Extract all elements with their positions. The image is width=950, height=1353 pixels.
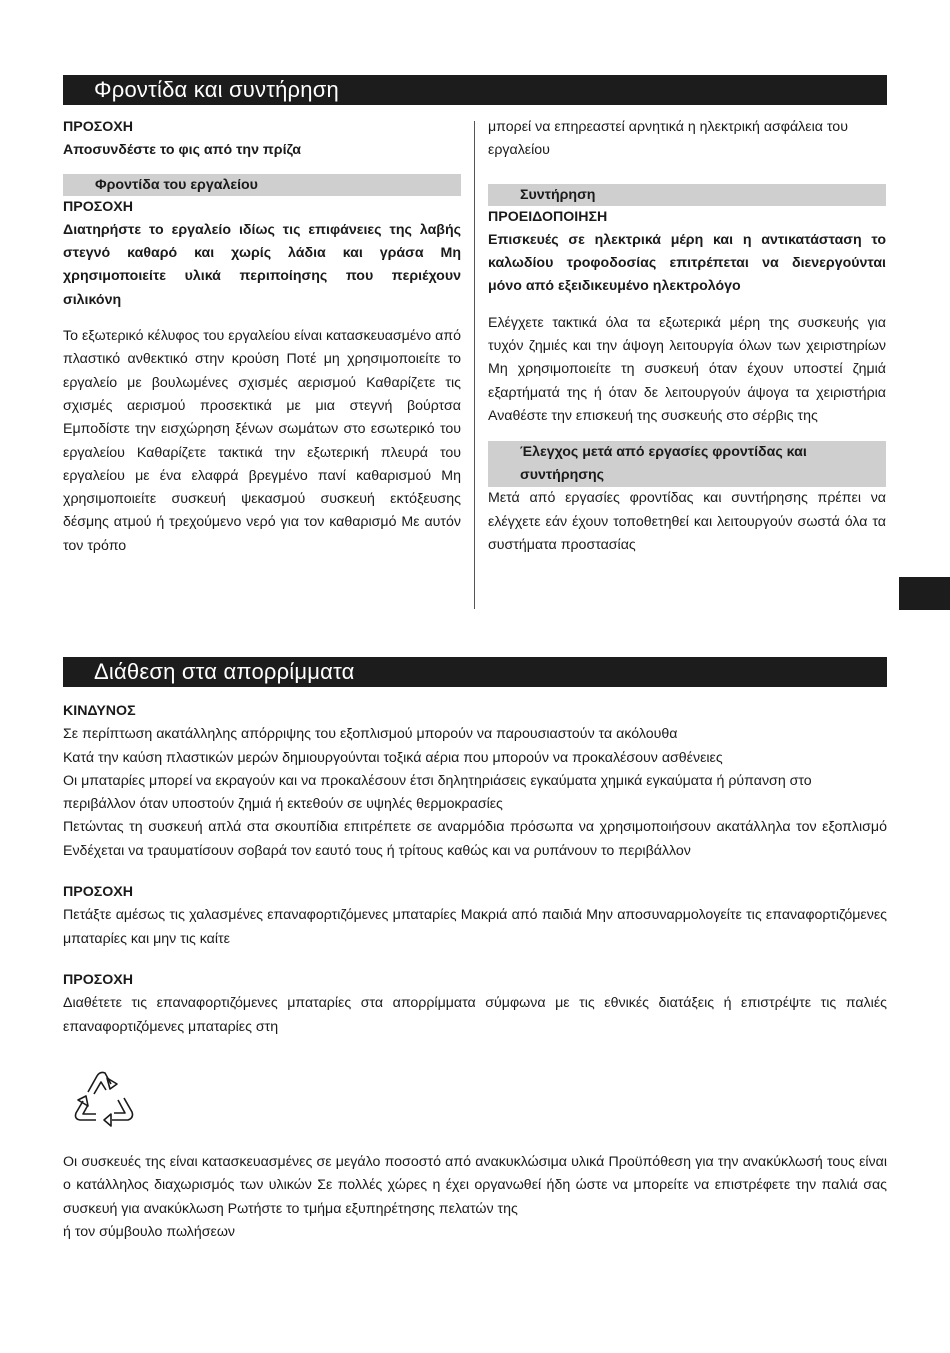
column-divider (474, 121, 475, 609)
subsection-check (488, 441, 886, 487)
disposal-line: Σε περίπτωση ακατάλληλης απόρριψης του εξοπλισμού μπορούν να παρουσιαστούν τα ακόλουθα (63, 726, 678, 743)
caution-text: Αποσυνδέστε το φις από την πρίζα (63, 142, 301, 159)
disposal-line: Πετώντας τη συσκευή απλά στα σκουπίδια επιτρέπετε σε αναρμόδια πρόσωπα να χρησιμοποιήσουν ακατάλληλα τον εξοπλισμό Ενδέχεται να τραυματίσουν σοβαρά τον εαυτό τους ή τρίτους καθώς και να ρυπάνουν το περιβάλλον (63, 819, 887, 859)
subsection-check-line1: Έλεγχος μετά από εργασίες φροντίδας και (520, 444, 807, 461)
caution-label: ΠΡΟΣΟΧΗ (63, 884, 134, 901)
side-tab-marker (899, 577, 950, 610)
subsection-tool-care: Φροντίδα του εργαλείου (63, 174, 461, 196)
caution-label: ΠΡΟΣΟΧΗ (63, 971, 134, 988)
disposal-line: Οι μπαταρίες μπορεί να εκραγούν και να προκαλέσουν έτσι δηλητηριάσεις εγκαύματα χημικά εγκαύματα ή ρύπανση στο περιβάλλον όταν υποστούν ζημιά ή εκτεθούν σε υψηλές θερμοκρασίες (63, 772, 812, 813)
right-column (488, 116, 886, 557)
subsection-check-line2: συντήρησης (520, 467, 605, 484)
caution-label: ΠΡΟΣΟΧΗ (63, 198, 134, 215)
caution-text: Πετάξτε αμέσως τις χαλασμένες επαναφορτιζόμενες μπαταρίες Μακριά από παιδιά Μην αποσυναρμολογείτε τις επαναφορτιζόμενες μπαταρίες και μην τις καίτε (63, 907, 887, 947)
continued-text: μπορεί να επηρεαστεί αρνητικά η ηλεκτρική ασφάλεια του εργαλείου (488, 119, 848, 159)
recycling-last: ή τον σύμβουλο πωλήσεων (63, 1223, 236, 1240)
caution-text: Διατηρήστε το εργαλείο ιδίως τις επιφάνειες της λαβής στεγνό καθαρό και χωρίς λάδια και γράσα Μη χρησιμοποιείτε υλικά περιποίησης που περιέχουν σιλικόνη (63, 221, 461, 308)
caution-text: Διαθέτετε τις επαναφορτιζόμενες μπαταρίες στα απορρίμματα σύμφωνα με τις εθνικές διατάξεις ή επιστρέψτε τις παλιές επαναφορτιζόμενες μπαταρίες στη (63, 995, 887, 1035)
recycling-body: Οι συσκευές της είναι κατασκευασμένες σε μεγάλο ποσοστό από ανακυκλώσιμα υλικά Προϋπόθεση για την ανακύκλωσή τους είναι ο κατάλληλος διαχωρισμός των υλικών Σε πολλές χώρες η έχει οργανωθεί ήδη ώστε να μπορείτε να επιστρέφετε την παλιά σας συσκευή για ανακύκλωση Ρωτήστε το τμήμα εξυπηρέτησης πελατών της (63, 1154, 887, 1217)
warning-text: Επισκευές σε ηλεκτρικά μέρη και η αντικατάσταση το καλωδίου τροφοδοσίας επιτρέπεται να διενεργούνται μόνο από εξειδικευμένο ηλεκτρολόγο (488, 231, 886, 295)
danger-label: ΚΙΝΔΥΝΟΣ (63, 703, 136, 719)
section-title-care: Φροντίδα και συντήρηση (63, 75, 887, 105)
tool-care-body: Το εξωτερικό κέλυφος του εργαλείου είναι κατασκευασμένο από πλαστικό ανθεκτικό στην κρούση Ποτέ μη χρησιμοποιείτε το εργαλείο με βουλωμένες σχισμές αερισμού Καθαρίζετε τις σχισμές αερισμού προσεκτικά με μια στεγνή βούρτσα Εμποδίστε την εισχώρηση ξένων σωμάτων στο εσωτερικό του εργαλείου Καθαρίζετε τακτικά την εξωτερική πλευρά του εργαλείου με ένα ελαφρά βρεγμένο πανί καθαρισμού Μη χρησιμοποιείτε συσκευή ψεκασμού συσκευή εκτόξευσης δέσμης ατμού ή τρεχούμενο νερό για τον καθαρισμό Με αυτόν τον τρόπο (63, 328, 461, 554)
recycle-icon (66, 1062, 140, 1130)
section-title-disposal: Διάθεση στα απορρίμματα (63, 657, 887, 687)
caution-label: ΠΡΟΣΟΧΗ (63, 119, 134, 135)
subsection-maintenance: Συντήρηση (488, 184, 886, 206)
recycling-text (63, 1151, 887, 1244)
left-column (63, 116, 461, 558)
disposal-block (63, 700, 887, 1039)
warning-label: ΠΡΟΕΙΔΟΠΟΙΗΣΗ (488, 208, 608, 225)
check-body: Μετά από εργασίες φροντίδας και συντήρησης πρέπει να ελέγχετε εάν έχουν τοποθετηθεί και λειτουργούν σωστά όλα τα συστήματα προστασίας (488, 490, 886, 553)
disposal-line: Κατά την καύση πλαστικών μερών δημιουργούνται τοξικά αέρια που μπορούν να προκαλέσουν ασθένειες (63, 749, 723, 766)
maintenance-body: Ελέγχετε τακτικά όλα τα εξωτερικά μέρη της συσκευής για τυχόν ζημιές και την άψογη λειτουργία όλων των χειριστηρίων Μη χρησιμοποιείτε τη συσκευή όταν έχουν υποστεί ζημιά εξαρτήματά της ή όταν δε λειτουργούν άψογα τα χειριστήρια Αναθέστε την επισκευή της συσκευής στο σέρβις της (488, 314, 886, 424)
